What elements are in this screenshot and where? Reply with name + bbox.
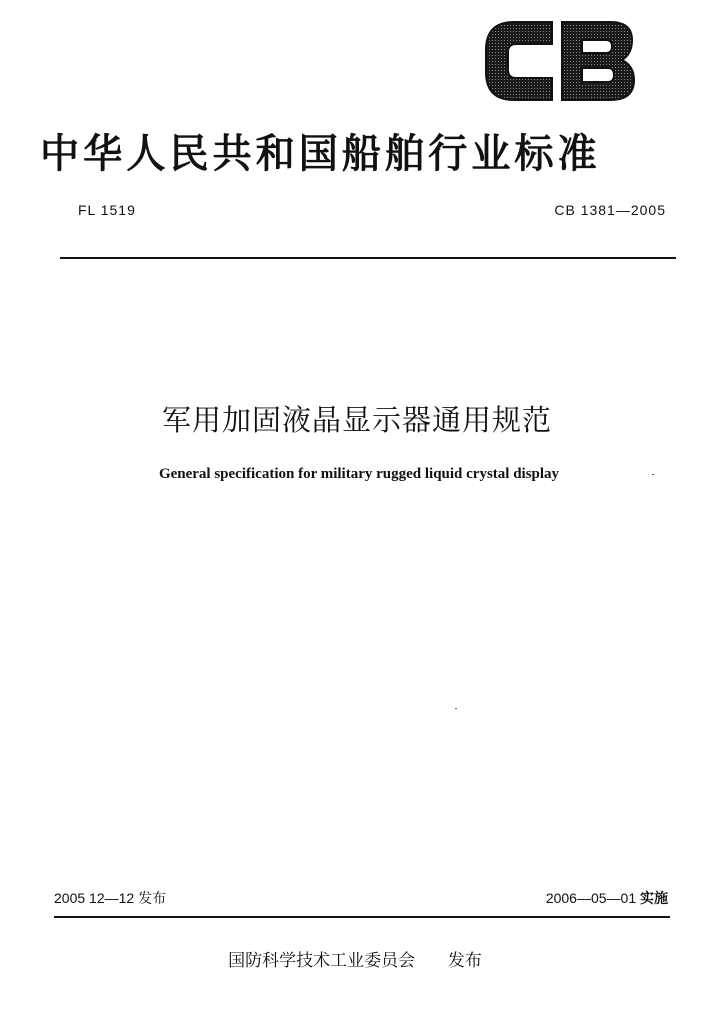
document-title-cn: 军用加固液晶显示器通用规范 [161,403,552,437]
cb-logo [482,18,638,104]
document-title-en: General specification for military rugged liquid crystal display [158,466,560,482]
logo-letter-b [562,22,634,100]
publish-label: 发布 [447,951,482,971]
scan-speck [652,474,654,475]
publisher-line [0,946,710,971]
implementation-label: 实施 [640,891,668,907]
standard-number: CB 1381—2005 [554,202,666,218]
scan-speck [455,708,457,709]
header-title: 中华人民共和国船舶行业标准 [40,131,601,177]
logo-letter-c [486,22,552,100]
bottom-divider [54,916,670,918]
cb-logo-graphic [482,18,638,104]
top-divider [60,257,676,259]
publisher-name: 国防科学技术工业委员会 [228,951,416,971]
implementation-date: 2006—05—01 [545,890,637,906]
issue-label: 发布 [138,891,167,907]
issue-date-line [54,888,166,908]
issue-date: 2005 12—12 [54,890,135,906]
implementation-date-line [546,888,668,908]
classification-code: FL 1519 [78,202,136,218]
